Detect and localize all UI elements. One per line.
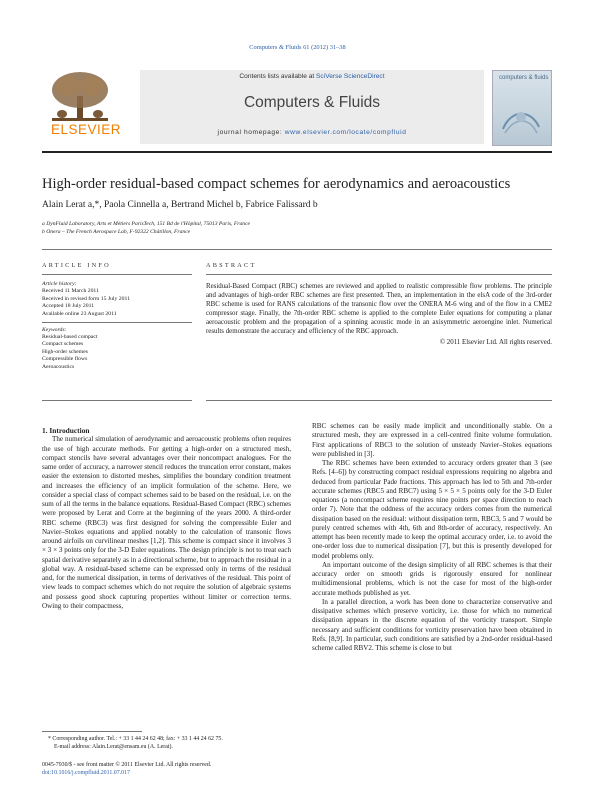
abstract-bottom-rule [206, 400, 552, 401]
doi-link[interactable]: doi:10.1016/j.compfluid.2011.07.017 [42, 769, 130, 776]
footnotes [48, 736, 293, 751]
homepage-link[interactable]: www.elsevier.com/locate/compfluid [284, 129, 407, 136]
history-accepted: Accepted 18 July 2011 [42, 303, 95, 310]
corresponding-author-note: * Corresponding author. Tel.: + 33 1 44 24 62 48; fax: + 33 1 44 24 62 75. [48, 736, 223, 742]
abstract-heading: ABSTRACT [206, 262, 257, 269]
section-heading-introduction: 1. Introduction [42, 426, 90, 435]
header-rule [42, 151, 552, 153]
affiliations [42, 221, 552, 236]
cover-art-icon [501, 99, 541, 137]
article-info-bottom-rule [42, 400, 192, 401]
affiliation-a: a DynFluid Laboratory, Arts et Métiers ParisTech, 151 Bd de l'Hôpital, 75013 Paris, France [42, 221, 251, 227]
article-info-heading: ARTICLE INFO [42, 262, 111, 269]
body-paragraph: RBC schemes can be easily made implicit and unconditionally stable. On a structured mesh, they are expressed in a cell-centred finite volume formulation. First applications of RBC3 to the solution of unsteady Navier–Stokes equations were published in [3]. [312, 422, 552, 458]
author-email[interactable]: E-mail address: Alain.Lerat@ensam.eu (A. Lerat). [54, 743, 173, 750]
keywords-rule [42, 322, 192, 323]
journal-cover-thumbnail[interactable] [492, 70, 552, 146]
body-paragraph: In a parallel direction, a work has been done to characterize conservative and dissipative schemes which preserve vorticity, i.e. those for which no numerical dissipation appears in the discrete equation of the vorticity transport. Simple necessary and sufficient conditions for vorticity preservation have been obtained in Refs. [8,9]. In particular, such conditions are satisfied by a 2nd-order residual-based scheme called RBV2. This scheme is close to but [312, 597, 552, 652]
paper-title: High-order residual-based compact schemes for aerodynamics and aeroacoustics [42, 176, 511, 192]
keyword: Residual-based compact [42, 334, 98, 341]
journal-citation[interactable]: Computers & Fluids 61 (2012) 31–38 [249, 44, 346, 51]
keyword: High-order schemes [42, 348, 88, 355]
publication-footer [42, 762, 302, 777]
journal-homepage [140, 129, 484, 136]
abstract-rule [206, 274, 552, 275]
abstract-body [206, 282, 552, 347]
article-info [42, 281, 192, 371]
keyword: Compact schemes [42, 341, 84, 348]
contents-prefix: Contents lists available at [239, 73, 317, 80]
elsevier-tree-icon [48, 70, 112, 122]
journal-title: Computers & Fluids [243, 94, 381, 111]
affiliation-b: b Onera – The French Aerospace Lab, F-92322 Châtillon, France [42, 228, 191, 235]
history-online: Available online 23 August 2011 [42, 310, 117, 317]
article-info-rule [42, 274, 192, 275]
journal-banner [140, 70, 484, 144]
body-right-column [312, 422, 552, 653]
history-label: Article history: [42, 281, 77, 287]
body-paragraph: The RBC schemes have been extended to accuracy orders greater than 3 (see Refs. [4–6]) by constructing compact residual expressions requiring no algebra and deduced from particular Pade fractions. This approach has led to 5th and 7th-order accurate schemes (RBC5 and RBC7) using 5 × 5 × 5 points only for the 3-D Euler equations (a noncompact scheme requires nine points per space direction to reach order 7). Note that the oddness of the accuracy orders comes from the numerical dissipation based on the residual: without dissipation term, RBC3, 5 and 7 would be purely centred schemes with 4th, 6th and 8th-order of accuracy, respectively. An attempt has been recently made to keep the optimal accuracy order, i.e. to avoid the one-order loss due to numerical dissipation [7], but this is presently developed for model problems only. [312, 459, 552, 560]
footnote-rule [42, 731, 142, 732]
elsevier-logo[interactable] [42, 70, 130, 144]
intro-paragraph: The numerical simulation of aerodynamic and aeroacoustic problems often requires the use of high accurate methods. For getting a high-order on a structured mesh, compact stencils have several advantages over their noncompact analogues. For the same order of accuracy, a narrower stencil reduces the truncation error constant, makes easier the extension to distorted meshes, simplifies the boundary condition treatment and increases the efficiency of an implicit formulation of the scheme. Here, we consider a special class of compact schemes said to be based on the residual, i.e. on the sum of all the terms in the balance equations. Residual-Based Compact (RBC) schemes were proposed by Lerat and Corre at the beginning of the years 2000. A third-order RBC scheme (RBC3) was first designed for solving the compressible Euler and Navier–Stokes equations and applied notably to the calculation of transonic flows around airfoils on curvilinear meshes [1,2]. This scheme is compact since it involves 3 × 3 × 3 points only for the 3-D Euler equations. The design principle is not to treat each spatial derivative separately as in a directional scheme, but to approach the residual in a global way. A residual-based scheme can be expressed only in terms of the residual and, for the numerical dissipation, in terms of derivatives of the residual. This point of view leads to compact schemes which do not require the solution of algebraic systems and possess good shock capturing properties without limiter or correction terms. Owing to their compactness, [42, 435, 291, 610]
keyword: Compressible flows [42, 356, 88, 363]
title-rule [42, 249, 552, 250]
body-paragraph: An important outcome of the design simplicity of all RBC schemes is that their accuracy order on smooth grids is rigorously ensured for nonlinear multidimensional problems, which is not the case for most of the high-order accurate methods published as yet. [312, 560, 552, 597]
homepage-prefix: journal homepage: [217, 129, 285, 136]
elsevier-wordmark: ELSEVIER [50, 122, 122, 137]
keyword: Aeroacoustics [42, 363, 75, 370]
history-received: Received 11 March 2011 [42, 288, 99, 295]
contents-line [140, 73, 484, 80]
author-list[interactable]: Alain Lerat a,*, Paola Cinnella a, Bertrand Michel b, Fabrice Falissard b [42, 200, 318, 210]
copyright-notice: © 2011 Elsevier Ltd. All rights reserved. [439, 338, 552, 346]
abstract-text: Residual-Based Compact (RBC) schemes are reviewed and applied to realistic compressible flow problems. The principle and advantages of high-order RBC schemes are first presented. Then, an implementation in the elsA code of the 3rd-order RBC scheme is used for RANS calculations of the transonic flow over the ONERA M-6 wing and of the flow in a CME2 compressor stage. Finally, the 7th-order RBC scheme is applied to the complete Euler equations for computing a planar aeroacoustic problem and the propagation of a spinning acoustic mode in an axisymmetric aeroengine inlet. Numerical results demonstrate the accuracy and efficiency of the RBC approach. [206, 283, 552, 336]
sciencedirect-link[interactable]: SciVerse ScienceDirect [316, 73, 385, 80]
cover-title: computers & fluids [499, 75, 549, 81]
history-revised: Received in revised form 15 July 2011 [42, 295, 130, 302]
body-left-column [42, 426, 291, 611]
keywords-label: Keywords: [42, 326, 67, 333]
issn-line: 0045-7930/$ - see front matter © 2011 Elsevier Ltd. All rights reserved. [42, 762, 212, 768]
journal-header [42, 70, 552, 144]
